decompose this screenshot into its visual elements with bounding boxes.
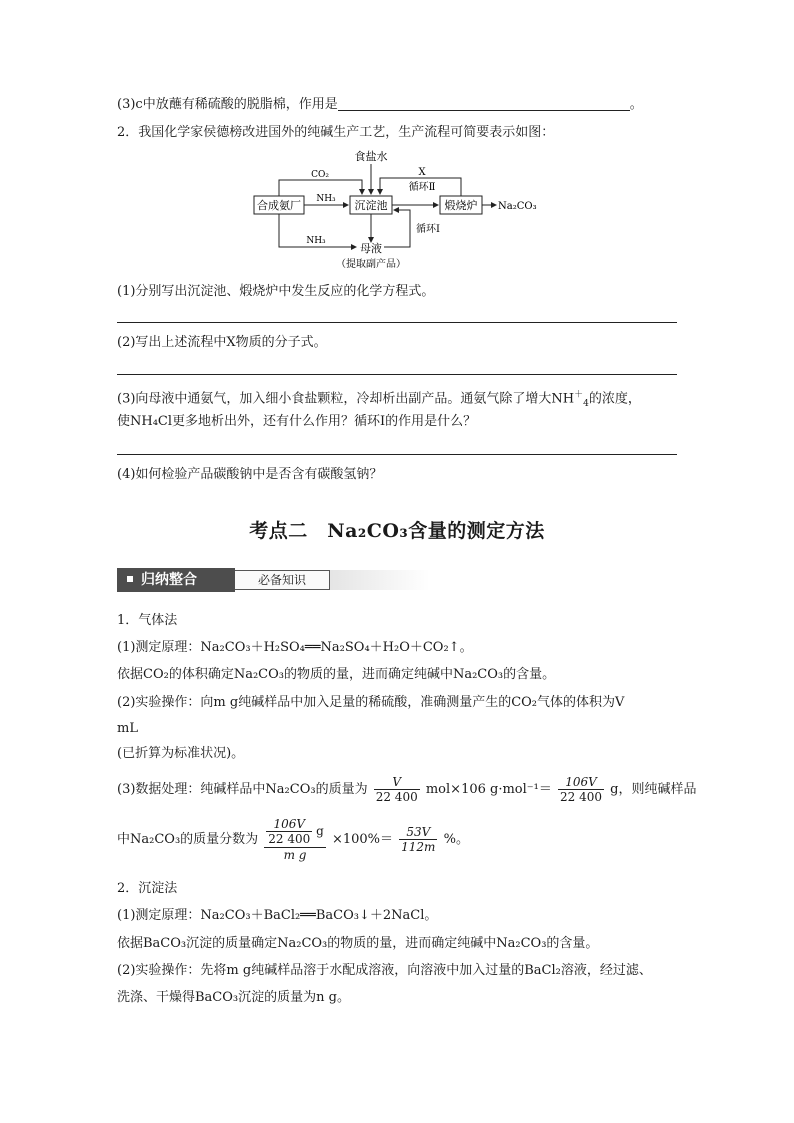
co2-label: CO₂ [311, 170, 329, 180]
product-label: Na₂CO₃ [498, 201, 537, 212]
precip-principle: (1)测定原理：Na₂CO₃＋BaCl₂══BaCO₃↓＋2NaCl。 [117, 908, 438, 923]
fraction-53v: $\frac{53V}{112m}$ [401, 825, 436, 854]
nh3-label-bottom: NH₃ [306, 236, 326, 246]
answer-line [117, 374, 677, 375]
gas-fraction-text-a: 中Na₂CO₃的质量分数为 [117, 832, 259, 847]
question-2-1: (1)分别写出沉淀池、煅烧炉中发生反应的化学方程式。 [117, 284, 435, 299]
question-2-2: (2)写出上述流程中X物质的分子式。 [117, 335, 327, 350]
cycle-1-label: 循环Ⅰ [416, 224, 440, 235]
precip-operation-2: 洗涤、干燥得BaCO₃沉淀的质量为n g。 [117, 990, 350, 1005]
answer-line [117, 454, 677, 455]
gas-fraction-text-b: ×100%＝ [331, 832, 394, 847]
banner-dark-tab [117, 568, 235, 592]
banner-dark-label: 归纳整合 [141, 572, 197, 588]
section-title: 考点二 Na₂CO₃含量的测定方法 [249, 520, 545, 542]
cycle-2-label: 循环Ⅱ [408, 182, 436, 193]
gas-data-processing [117, 772, 696, 808]
question-2-3-line1: (3)向母液中通氨气，加入细小食盐颗粒，冷却析出副产品。通氨气除了增大$NH^+_4$的浓度， [117, 390, 641, 409]
precip-method-title: 2．沉淀法 [117, 881, 178, 896]
gas-basis: 依据CO₂的体积确定Na₂CO₃的物质的量，进而确定纯碱中Na₂CO₃的含量。 [117, 667, 556, 682]
question-3c-text: (3)c中放蘸有稀硫酸的脱脂棉，作用是 [117, 97, 338, 112]
gas-operation-note: (已折算为标准状况)。 [117, 746, 245, 761]
gas-fraction-text-c: %。 [443, 832, 469, 847]
gas-mass-fraction [117, 814, 469, 866]
question-3c [117, 96, 643, 114]
section-banner [117, 568, 430, 592]
fraction-v: $\frac{V}{22 400}$ [375, 775, 418, 804]
precip-operation: (2)实验操作：先将m g纯碱样品溶于水配成溶液，向溶液中加入过量的BaCl₂溶液，经过滤、 [117, 963, 652, 978]
settling-tank-label: 沉淀池 [354, 199, 388, 212]
banner-light-tab: 必备知识 [235, 570, 330, 590]
question-2-3-text: (3)向母液中通氨气，加入细小食盐颗粒，冷却析出副产品。通氨气除了增大NH [117, 391, 575, 407]
question-2-3-line2: 使NH₄Cl更多地析出外，还有什么作用？循环Ⅰ的作用是什么？ [117, 414, 477, 429]
salt-water-label: 食盐水 [354, 150, 388, 163]
cycle-1-arrow [384, 210, 410, 247]
x-label: X [418, 167, 426, 178]
gas-data-text-c: g，则纯碱样品 [610, 782, 697, 797]
gas-data-text-a: (3)数据处理：纯碱样品中Na₂CO₃的质量为 [117, 782, 368, 797]
gas-method-title: 1．气体法 [117, 613, 178, 628]
gas-operation: (2)实验操作：向m g纯碱样品中加入足量的稀硫酸，准确测量产生的CO₂气体的体积为V [117, 695, 625, 710]
production-flow-diagram [250, 148, 550, 273]
mother-liquor-label: 母液 [360, 242, 382, 255]
ammonia-plant-label: 合成氨厂 [257, 199, 301, 212]
nh3-label-top: NH₃ [316, 194, 336, 204]
question-2-intro: 2．我国化学家侯德榜改进国外的纯碱生产工艺，生产流程可简要表示如图： [117, 125, 555, 140]
answer-line [117, 322, 677, 323]
question-3c-suffix: 。 [629, 97, 643, 112]
gas-operation-unit: mL [117, 721, 138, 736]
answer-blank [338, 96, 630, 111]
fraction-106v: $\frac{106V}{22 400}$ [560, 775, 602, 804]
furnace-label: 煅烧炉 [444, 199, 478, 212]
gas-data-text-b: mol×106 g·mol⁻¹＝ [425, 782, 552, 797]
precip-basis: 依据BaCO₃沉淀的质量确定Na₂CO₃的物质的量，进而确定纯碱中Na₂CO₃的含量。 [117, 936, 599, 951]
question-2-3-tail: 的浓度， [588, 391, 641, 407]
compound-fraction: $\frac{106V}{22 400}$ g m g [264, 817, 326, 862]
question-2-4: (4)如何检验产品碳酸钠中是否含有碳酸氢钠？ [117, 467, 383, 482]
gas-principle: (1)测定原理：Na₂CO₃＋H₂SO₄══Na₂SO₄＋H₂O＋CO₂↑。 [117, 640, 473, 655]
byproduct-label: （提取副产品） [336, 259, 406, 270]
square-icon [127, 576, 133, 582]
